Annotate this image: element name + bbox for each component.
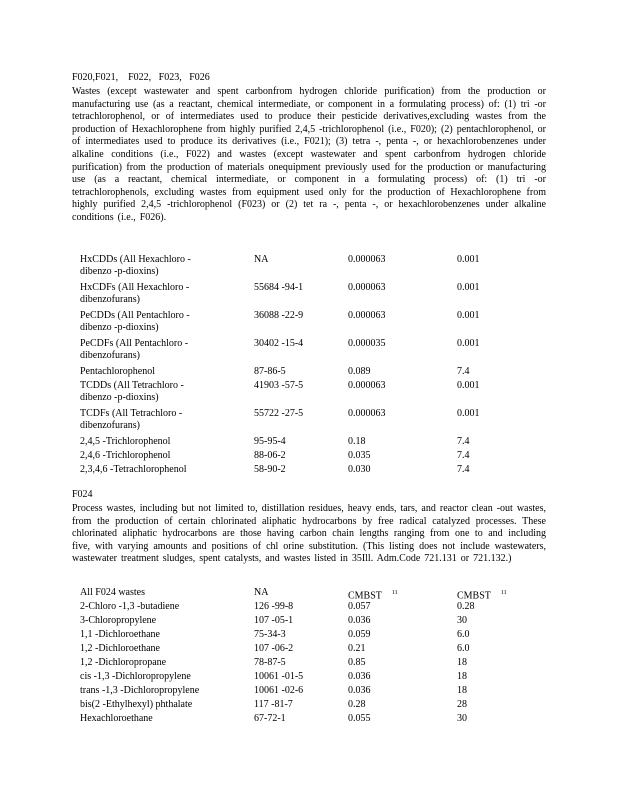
wastewater-standard: 0.000035	[348, 338, 386, 349]
constituent-name: bis(2 -Ethylhexyl) phthalate	[80, 699, 193, 710]
constituent-name-cont: dibenzo -p-dioxins)	[80, 322, 159, 333]
constituent-name-cont: dibenzo -p-dioxins)	[80, 392, 159, 403]
cas-number: 88-06-2	[254, 450, 286, 461]
cas-number: 95-95-4	[254, 436, 286, 447]
nonwastewater-standard: 0.001	[457, 254, 480, 265]
nonwastewater-standard: 0.28	[457, 601, 475, 612]
nonwastewater-standard: 6.0	[457, 629, 470, 640]
cas-number: NA	[254, 254, 269, 265]
constituent-name: PeCDDs (All Pentachloro - dibenzo -p-dioxins)	[80, 310, 210, 334]
constituent-name: 2,4,5 -Trichlorophenol	[80, 436, 171, 447]
nonwastewater-standard: 0.001	[457, 310, 480, 321]
constituent-name: trans -1,3 -Dichloropropylene	[80, 685, 200, 696]
constituent-name-cont: dibenzofurans)	[80, 420, 140, 431]
nonwastewater-standard: 30	[457, 615, 467, 626]
wastewater-standard: 0.030	[348, 464, 371, 475]
cas-number: 107 -06-2	[254, 643, 294, 654]
cas-number: 10061 -01-5	[254, 671, 304, 682]
nonwastewater-standard: 7.4	[457, 464, 470, 475]
wastewater-standard: 0.000063	[348, 254, 386, 265]
cas-number: 107 -05-1	[254, 615, 294, 626]
cas-number: 55684 -94-1	[254, 282, 304, 293]
constituent-name: 1,2 -Dichloroethane	[80, 643, 160, 654]
constituent-name: Hexachloroethane	[80, 713, 153, 724]
header-v1: CMBST $^{11}$	[348, 590, 398, 602]
cas-number: 87-86-5	[254, 366, 286, 377]
wastewater-standard: 0.057	[348, 601, 371, 612]
wastewater-standard: 0.21	[348, 643, 366, 654]
wastewater-standard: 0.036	[348, 685, 371, 696]
wastewater-standard: 0.035	[348, 450, 371, 461]
nonwastewater-standard: 7.4	[457, 436, 470, 447]
wastewater-standard: 0.036	[348, 615, 371, 626]
cas-number: 55722 -27-5	[254, 408, 304, 419]
cas-number: 36088 -22-9	[254, 310, 304, 321]
constituent-name-cont: dibenzofurans)	[80, 294, 140, 305]
wastewater-standard: 0.28	[348, 699, 366, 710]
wastewater-standard: 0.000063	[348, 408, 386, 419]
constituent-name: TCDDs (All Tetrachloro - dibenzo -p-dioxins)	[80, 380, 210, 404]
nonwastewater-standard: 18	[457, 657, 467, 668]
wastewater-standard: 0.036	[348, 671, 371, 682]
waste-codes-heading: F020,F021, F022, F023, F026	[72, 72, 210, 83]
constituent-name: HxCDDs (All Hexachloro - dibenzo -p-dioxins)	[80, 254, 210, 278]
header-cas: NA	[254, 587, 269, 598]
constituent-name: 2,3,4,6 -Tetrachlorophenol	[80, 464, 187, 475]
constituent-name: TCDFs (All Tetrachloro - dibenzofurans)	[80, 408, 210, 432]
cas-number: 30402 -15-4	[254, 338, 304, 349]
wastewater-standard: 0.059	[348, 629, 371, 640]
constituent-name: Pentachlorophenol	[80, 366, 155, 377]
nonwastewater-standard: 18	[457, 671, 467, 682]
constituent-name-cont: dibenzofurans)	[80, 350, 140, 361]
section2-description: Process wastes, including but not limited to, distillation residues, heavy ends, tars, and reactor clean -out wastes, from the production of certain chlorinated aliphatic hydrocarbons by free radical catalyzed processes. These chlorinated aliphatic hydrocarbons are those having carbon chain lengths ranging from one to and including five, with varying amounts and positions of chl orine substitution. (This listing does not include wastewaters, wastewater treatment sludges, spent catalysts, and wastes listed in 35Ill. Adm.Code 721.131 or 721.132.)	[72, 503, 546, 565]
constituent-name-cont: dibenzo -p-dioxins)	[80, 266, 159, 277]
nonwastewater-standard: 7.4	[457, 450, 470, 461]
cas-number: 126 -99-8	[254, 601, 294, 612]
nonwastewater-standard: 0.001	[457, 408, 480, 419]
nonwastewater-standard: 28	[457, 699, 467, 710]
wastewater-standard: 0.055	[348, 713, 371, 724]
nonwastewater-standard: 30	[457, 713, 467, 724]
wastewater-standard: 0.089	[348, 366, 371, 377]
constituent-name: PeCDFs (All Pentachloro - dibenzofurans)	[80, 338, 210, 362]
nonwastewater-standard: 18	[457, 685, 467, 696]
constituent-name: 2,4,6 -Trichlorophenol	[80, 450, 171, 461]
constituent-name: 3-Chloropropylene	[80, 615, 157, 626]
constituent-name: cis -1,3 -Dichloropropylene	[80, 671, 191, 682]
nonwastewater-standard: 7.4	[457, 366, 470, 377]
constituent-name: 1,2 -Dichloropropane	[80, 657, 167, 668]
nonwastewater-standard: 6.0	[457, 643, 470, 654]
cas-number: 75-34-3	[254, 629, 286, 640]
cas-number: 41903 -57-5	[254, 380, 304, 391]
wastewater-standard: 0.000063	[348, 282, 386, 293]
wastewater-standard: 0.000063	[348, 310, 386, 321]
nonwastewater-standard: 0.001	[457, 282, 480, 293]
wastewater-standard: 0.18	[348, 436, 366, 447]
cas-number: 117 -81-7	[254, 699, 293, 710]
header-v2: CMBST $^{11}$	[457, 590, 507, 602]
nonwastewater-standard: 0.001	[457, 380, 480, 391]
f024-code-heading: F024	[72, 489, 93, 500]
nonwastewater-standard: 0.001	[457, 338, 480, 349]
constituent-name: 1,1 -Dichloroethane	[80, 629, 160, 640]
cas-number: 67-72-1	[254, 713, 286, 724]
cas-number: 10061 -02-6	[254, 685, 304, 696]
section1-description: Wastes (except wastewater and spent carbonfrom hydrogen chloride purification) from the production or manufacturing use (as a reactant, chemical intermediate, or component in a formulating process) of: (1) tri -or tetrachlorophenol, or of intermediates used to produce their pesticide derivatives,excluding wastes from the production of Hexachlorophene from highly purified 2,4,5 -trichlorophenol (i.e., F020); (2) pentachlorophenol, or of intermediates used to produce its derivatives (i.e., F021); (3) tetra -, penta -, or hexachlorobenzenes under alkaline conditions (i.e., F022) and wastes (except wastewater and spent carbonfrom hydrogen chloride purification) from the production of materials onequipment previously used for the production or manufacturing use (as a reactant, chemical intermediate, or component in a formulating process) of: (1) tri -or tetrachlorophenols, excluding wastes from equipment used only for the production of Hexachlorophene from highly purified 2,4,5 -trichlorophenol (F023) or (2) tet ra -, penta -, or hexachlorobenzenes under alkaline conditions (i.e., F026).	[72, 86, 546, 223]
cas-number: 78-87-5	[254, 657, 286, 668]
constituent-name: 2-Chloro -1,3 -butadiene	[80, 601, 180, 612]
wastewater-standard: 0.85	[348, 657, 366, 668]
header-name: All F024 wastes	[80, 587, 145, 598]
constituent-name: HxCDFs (All Hexachloro - dibenzofurans)	[80, 282, 210, 306]
cas-number: 58-90-2	[254, 464, 286, 475]
wastewater-standard: 0.000063	[348, 380, 386, 391]
